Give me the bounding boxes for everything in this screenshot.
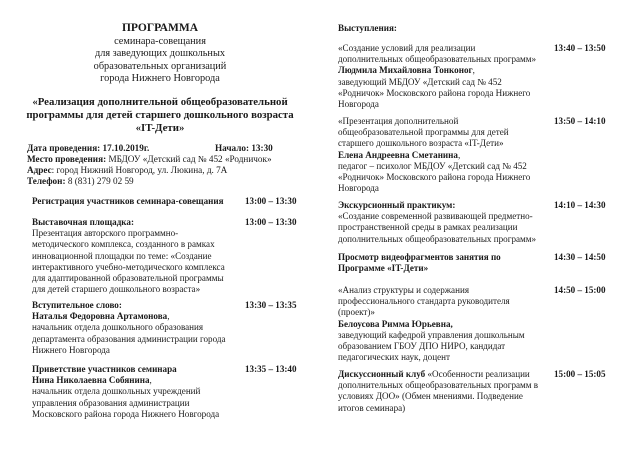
item-line: интерактивного учебно-методического комплекса: [32, 261, 225, 272]
item-title-line: Просмотр видеофрагментов занятия по: [338, 252, 501, 262]
item-title: Регистрация участников семинара-совещания: [32, 196, 224, 206]
item-time: 14:50 – 15:00: [554, 285, 606, 295]
item-line: педагогических наук, доцент: [338, 352, 450, 363]
item-time: 14:10 – 14:30: [554, 200, 606, 210]
program-subtitle: [0, 36, 320, 85]
address-label: Адрес: [27, 165, 52, 175]
item-time: 13:00 – 13:30: [245, 196, 297, 206]
section-title: Выступления:: [338, 23, 397, 33]
item-line: Новгорода: [338, 99, 379, 110]
item-person: Людмила Михайловна Тонконог: [338, 65, 473, 76]
item-time: 13:00 – 13:30: [245, 217, 297, 227]
item-line: итогов семинара): [338, 402, 406, 413]
place-row: [27, 154, 287, 165]
phone-value: 8 (831) 279 02 59: [65, 176, 134, 186]
item-line: пространственной среды в рамках реализации: [338, 222, 518, 233]
phone-label: Телефон:: [27, 176, 66, 186]
item-body: [338, 285, 553, 363]
item-line: профессионального стандарта руководителя: [338, 296, 510, 307]
item-line: «Анализ структуры и содержания: [338, 285, 469, 295]
item-person: Белоусова Римма Юрьевна,: [338, 318, 453, 329]
item-body: [32, 300, 232, 356]
address-value: : город Нижний Новгород, ул. Люкина, д. 7А: [51, 165, 228, 175]
item-time: 13:35 – 13:40: [245, 364, 297, 374]
event-info: [27, 143, 287, 187]
item-line: дополнительных общеобразовательных программ»: [338, 54, 537, 65]
phone-row: [27, 176, 287, 187]
item-title-rest: «Особенности реализации: [425, 369, 530, 379]
item-person-row: Нина Николаевна Собянина,: [32, 375, 152, 386]
place-label: Место проведения:: [27, 154, 107, 164]
item-body: [338, 43, 553, 110]
event-date: Дата проведения: 17.10.2019г.: [27, 143, 150, 153]
item-line: Московского района города Нижнего Новгорода: [32, 408, 220, 419]
item-line: департамента образования администрации города: [32, 333, 226, 344]
item-title-line: Программе «IT-Дети»: [338, 263, 429, 274]
item-person-row: Людмила Михайловна Тонконог,: [338, 65, 475, 76]
item-time: 13:40 – 13:50: [554, 43, 606, 53]
item-line: инновационной площадки по теме: «Создание: [32, 250, 212, 261]
item-line: условиях ДОО» (Обмен мнениями. Подведение: [338, 391, 523, 402]
item-time: 13:50 – 14:10: [554, 116, 606, 126]
subtitle-line: семинара-совещания: [114, 36, 206, 47]
item-line: «Родничок» Московского района города Нижнего: [338, 172, 531, 183]
subtitle-line: образовательных организаций: [93, 60, 227, 72]
item-body: [338, 116, 553, 194]
subtitle-line: для заведующих дошкольных: [94, 48, 226, 60]
subtitle-line: города Нижнего Новгорода: [100, 72, 220, 84]
item-body: [32, 217, 232, 295]
item-person-row: Наталья Федоровна Артамонова,: [32, 311, 170, 322]
item-body: [32, 364, 232, 420]
item-line: Нижнего Новгорода: [32, 344, 110, 355]
item-line: начальник отдела дошкольного образования: [32, 322, 204, 333]
item-person-row: Елена Андреевна Сметанина,: [338, 149, 461, 160]
item-line: Презентация авторского программно-: [32, 228, 179, 239]
theme-line: программы для детей старшего дошкольного возраста: [26, 108, 294, 121]
item-line: «Создание современной развивающей предметно-: [338, 211, 533, 222]
item-line: образованием ГБОУ ДПО НИРО, кандидат: [338, 341, 506, 352]
item-line: (проект)»: [338, 307, 375, 318]
program-theme: [0, 96, 320, 134]
item-body: [338, 200, 553, 245]
item-line: для адаптированной образовательной программы: [32, 273, 224, 284]
item-person: Елена Андреевна Сметанина: [338, 149, 458, 160]
item-line: «Создание условий для реализации: [338, 43, 476, 53]
item-line: общеобразовательной программы для детей: [338, 127, 509, 138]
item-line: педагог – психолог МБДОУ «Детский сад № 452: [338, 160, 527, 171]
event-start-time: Начало: 13:30: [215, 143, 273, 153]
item-line: для детей старшего дошкольного возраста»: [32, 284, 201, 295]
item-line: Новгорода: [338, 183, 379, 194]
item-line: управления образования администрации: [32, 397, 190, 408]
theme-line: «Реализация дополнительной общеобразовательной: [32, 96, 288, 108]
item-line: дополнительных общеобразовательных программ в: [338, 380, 539, 391]
item-line: заведующий кафедрой управления дошкольным: [338, 329, 525, 340]
item-person: Наталья Федоровна Артамонова: [32, 311, 168, 322]
date-row: [27, 143, 287, 154]
item-person: Нина Николаевна Собянина: [32, 375, 150, 386]
address-row: [27, 165, 287, 176]
item-line: начальник отдела дошкольных учреждений: [32, 386, 201, 397]
item-line: старшего дошкольного возраста «IT-Дети»: [338, 138, 504, 149]
item-line: методического комплекса, созданного в рамках: [32, 239, 215, 250]
item-title: Выставочная площадка:: [32, 217, 134, 227]
item-first-line: [338, 369, 553, 380]
item-title: Экскурсионный практикум:: [338, 200, 456, 210]
item-title: Дискуссионный клуб: [338, 369, 426, 379]
item-line: «Родничок» Московского района города Нижнего: [338, 87, 531, 98]
item-title: Приветствие участников семинара: [32, 364, 177, 374]
item-line: «Презентация дополнительной: [338, 116, 459, 126]
item-title: Вступительное слово:: [32, 300, 122, 310]
item-time: 15:00 – 15:05: [554, 369, 606, 379]
theme-line: «IT-Дети»: [135, 121, 185, 134]
item-body: [338, 252, 553, 274]
place-value: МБДОУ «Детский сад № 452 «Родничок»: [106, 154, 272, 164]
program-title: ПРОГРАММА: [121, 22, 199, 34]
item-time: 14:30 – 14:50: [554, 252, 606, 262]
item-line: дополнительных общеобразовательных программ»: [338, 233, 537, 244]
item-body: [338, 369, 553, 414]
item-time: 13:30 – 13:35: [245, 300, 297, 310]
item-line: заведующий МБДОУ «Детский сад № 452: [338, 76, 502, 87]
